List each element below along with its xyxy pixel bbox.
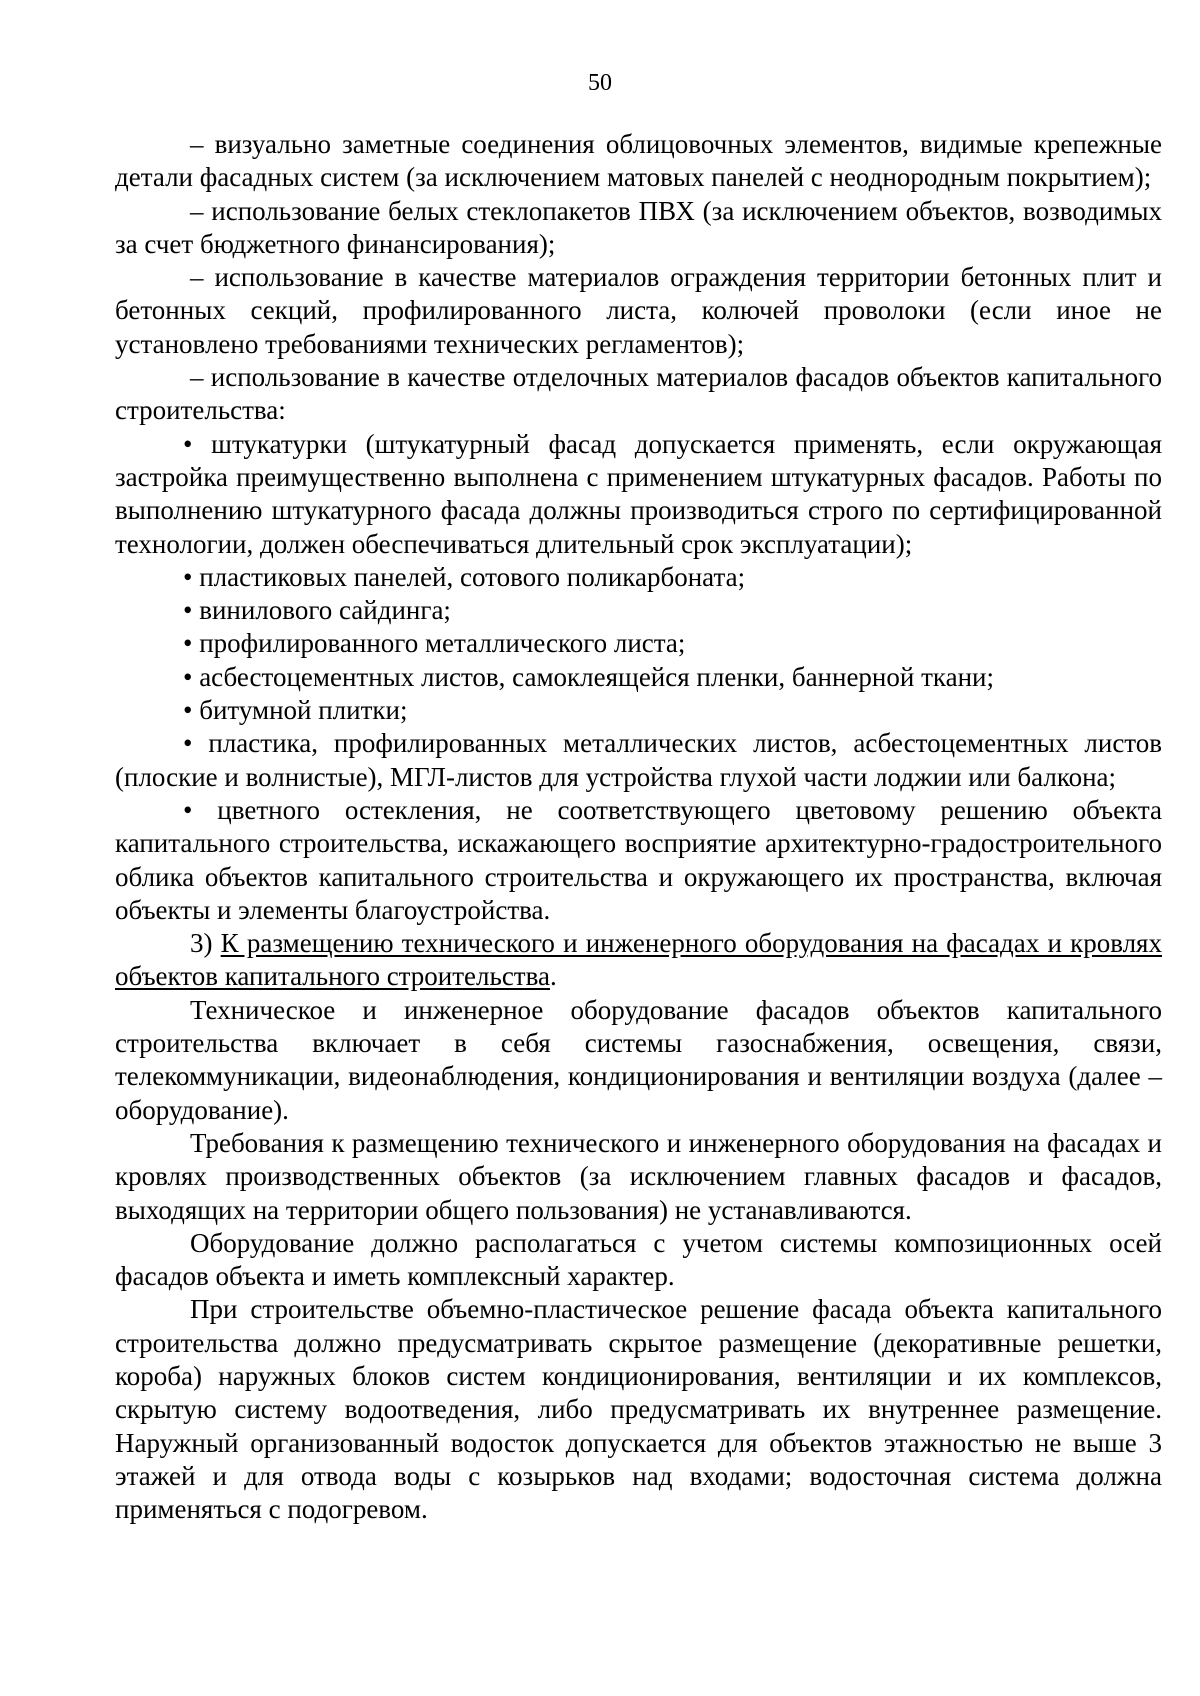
- bullet-bitumen-tiles: • битумной плитки;: [183, 695, 408, 726]
- paragraph-equipment-definition: Техническое и инженерное оборудование фасадов объектов капитального строительства включает в себя системы газоснабжения, освещения, связи, телекоммуникации, видеонаблюдения, кондиционирования и вентиляции воздуха (далее – оборудование).: [115, 994, 1162, 1125]
- paragraph-composition-axes: Оборудование должно располагаться с учетом системы композиционных осей фасадов объекта и иметь комплексный характер.: [115, 1227, 1162, 1292]
- document-body: [115, 128, 1162, 1526]
- bullet-profiled-sheet: • профилированного металлического листа;: [183, 628, 686, 659]
- section-3-end: .: [549, 961, 557, 992]
- page-number: 50: [588, 70, 612, 96]
- paragraph-white-pvc: – использование белых стеклопакетов ПВХ (за исключением объектов, возводимых за счет бюджетного финансирования);: [115, 195, 1162, 259]
- paragraph-industrial-exemption: Требования к размещению технического и инженерного оборудования на фасадах и кровлях производственных объектов (за исключением главных фасадов и фасадов, выходящих на территории общего пользования) не устанавливаются.: [115, 1127, 1162, 1225]
- section-3-heading: [115, 927, 1162, 994]
- section-3-number: 3): [190, 928, 221, 959]
- paragraph-fence-materials: – использование в качестве материалов ограждения территории бетонных плит и бетонных секций, профилированного листа, колючей проволоки (если иное не установлено требованиями технических регламентов);: [115, 262, 1162, 359]
- bullet-plastic-loggia: • пластика, профилированных металлических листов, асбестоцементных листов (плоские и волнистые), МГЛ-листов для устройства глухой части лоджии или балкона;: [115, 728, 1162, 792]
- bullet-plaster: • штукатурки (штукатурный фасад допускается применять, если окружающая застройка преимущественно выполнена с применением штукатурных фасадов. Работы по выполнению штукатурного фасада должны производиться строго по сертифицированной технологии, должен обеспечиваться длительный срок эксплуатации);: [115, 428, 1162, 559]
- bullet-asbestos-sheets: • асбестоцементных листов, самоклеящейся пленки, баннерной ткани;: [183, 661, 994, 692]
- paragraph-finishing-materials: – использование в качестве отделочных материалов фасадов объектов капитального строительства:: [115, 362, 1162, 426]
- paragraph-hidden-placement: При строительстве объемно-пластическое решение фасада объекта капитального строительства должно предусматривать скрытое размещение (декоративные решетки, короба) наружных блоков систем кондиционирования, вентиляции и их комплексов, скрытую систему водоотведения, либо предусматривать их внутреннее размещение. Наружный организованный водосток допускается для объектов этажностью не выше 3 этажей и для отвода воды с козырьков над входами; водосточная система должна применяться с подогревом.: [115, 1294, 1162, 1525]
- bullet-plastic-panels: • пластиковых панелей, сотового поликарбоната;: [183, 561, 746, 592]
- paragraph-visible-joints: – визуально заметные соединения облицовочных элементов, видимые крепежные детали фасадных систем (за исключением матовых панелей с неоднородным покрытием);: [115, 129, 1162, 193]
- bullet-vinyl-siding: • винилового сайдинга;: [183, 595, 451, 626]
- bullet-colored-glazing: • цветного остекления, не соответствующего цветовому решению объекта капитального строительства, искажающего восприятие архитектурно-градостроительного облика объектов капитального строительства и окружающего их пространства, включая объекты и элементы благоустройства.: [115, 794, 1162, 925]
- section-3-title: К размещению технического и инженерного оборудования на фасадах и кровлях объектов капитального строительства: [115, 928, 1162, 992]
